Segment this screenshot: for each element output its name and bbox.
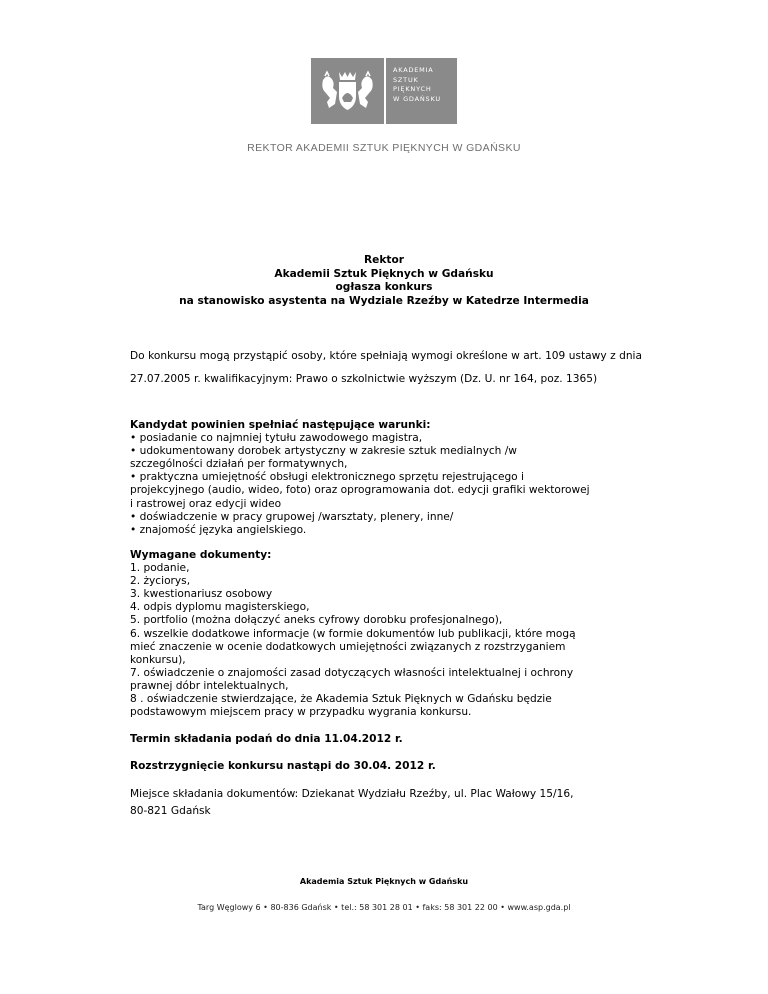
header-line: na stanowisko asystenta na Wydziale Rzeźby w Katedrze Intermedia [179, 294, 589, 307]
logo-line: W GDAŃSKU [393, 94, 441, 103]
logo-line: PIĘKNYCH [393, 85, 432, 93]
place-line: 80-821 Gdańsk [130, 804, 211, 817]
logo-line: AKADEMIA [393, 66, 434, 74]
document-line: 6. wszelkie dodatkowe informacje (w formie dokumentów lub publikacji, które mogą [130, 627, 576, 640]
requirements-heading: Kandydat powinien spełniać następujące warunki: [130, 419, 431, 431]
academy-logo [311, 58, 457, 124]
footer-academy-name: Akademia Sztuk Pięknych w Gdańsku [299, 877, 469, 886]
header-line: Rektor [364, 254, 404, 266]
requirement-line: • znajomość języka angielskiego. [130, 523, 307, 536]
submission-place [130, 786, 573, 819]
header-line: Akademii Sztuk Pięknych w Gdańsku [274, 267, 494, 280]
intro-paragraph: Do konkursu mogą przystąpić osoby, które spełniają wymogi określone w art. 109 ustawy z dnia 27.07.2005 r. kwalifikacyjnym: Prawo o szkolnictwie wyższym (Dz. U. nr 164, poz. 1365) [130, 350, 642, 385]
requirement-line: • doświadczenie w pracy grupowej /warsztaty, plenery, inne/ [130, 510, 454, 523]
requirements-section [130, 419, 650, 537]
document-line: 3. kwestionariusz osobowy [130, 588, 273, 601]
rector-banner: REKTOR AKADEMII SZTUK PIĘKNYCH W GDAŃSKU [247, 142, 521, 154]
document-line: mieć znaczenie w ocenie dodatkowych umiejętności związanych z rozstrzyganiem [130, 640, 566, 653]
requirement-line: i rastrowej oraz edycji wideo [130, 497, 282, 510]
deadline-line: Termin składania podań do dnia 11.04.2012 r. [130, 733, 403, 745]
academy-emblem-icon [311, 58, 384, 124]
document-line: podstawowym miejscem pracy w przypadku wygrania konkursu. [130, 706, 472, 719]
requirement-line: • posiadanie co najmniej tytułu zawodowego magistra, [130, 432, 423, 445]
document-line: prawnej dóbr intelektualnych, [130, 679, 289, 692]
requirement-line: • praktyczna umiejętność obsługi elektronicznego sprzętu rejestrującego i [130, 471, 524, 484]
announcement-header [0, 254, 768, 308]
document-line: 2. życiorys, [130, 575, 191, 588]
requirement-line: szczególności działań per formatywnych, [130, 458, 348, 471]
document-line: 5. portfolio (można dołączyć aneks cyfrowy dorobku profesjonalnego), [130, 614, 503, 627]
resolution-line: Rozstrzygnięcie konkursu nastąpi do 30.04. 2012 r. [130, 760, 436, 772]
academy-logo-text [386, 58, 457, 124]
requirement-line: • udokumentowany dorobek artystyczny w zakresie sztuk medialnych /w [130, 445, 517, 458]
logo-line: SZTUK [393, 75, 419, 84]
document-line: 8 . oświadczenie stwierdzające, że Akademia Sztuk Pięknych w Gdańsku będzie [130, 693, 552, 706]
document-line: konkursu), [130, 653, 186, 666]
documents-heading: Wymagane dokumenty: [130, 549, 272, 561]
document-line: 1. podanie, [130, 562, 190, 575]
place-line: Miejsce składania dokumentów: Dziekanat Wydziału Rzeźby, ul. Plac Wałowy 15/16, [130, 788, 574, 800]
footer-address: Targ Węglowy 6 • 80-836 Gdańsk • tel.: 58 301 28 01 • faks: 58 301 22 00 • www.asp.gda.pl [197, 903, 571, 912]
header-line: ogłasza konkurs [335, 281, 433, 294]
requirement-line: projekcyjnego (audio, wideo, foto) oraz oprogramowania dot. edycji grafiki wektorowej [130, 484, 590, 497]
document-line: 4. odpis dyplomu magisterskiego, [130, 601, 310, 614]
documents-section [130, 549, 650, 719]
document-line: 7. oświadczenie o znajomości zasad dotyczących własności intelektualnej i ochrony [130, 666, 574, 679]
